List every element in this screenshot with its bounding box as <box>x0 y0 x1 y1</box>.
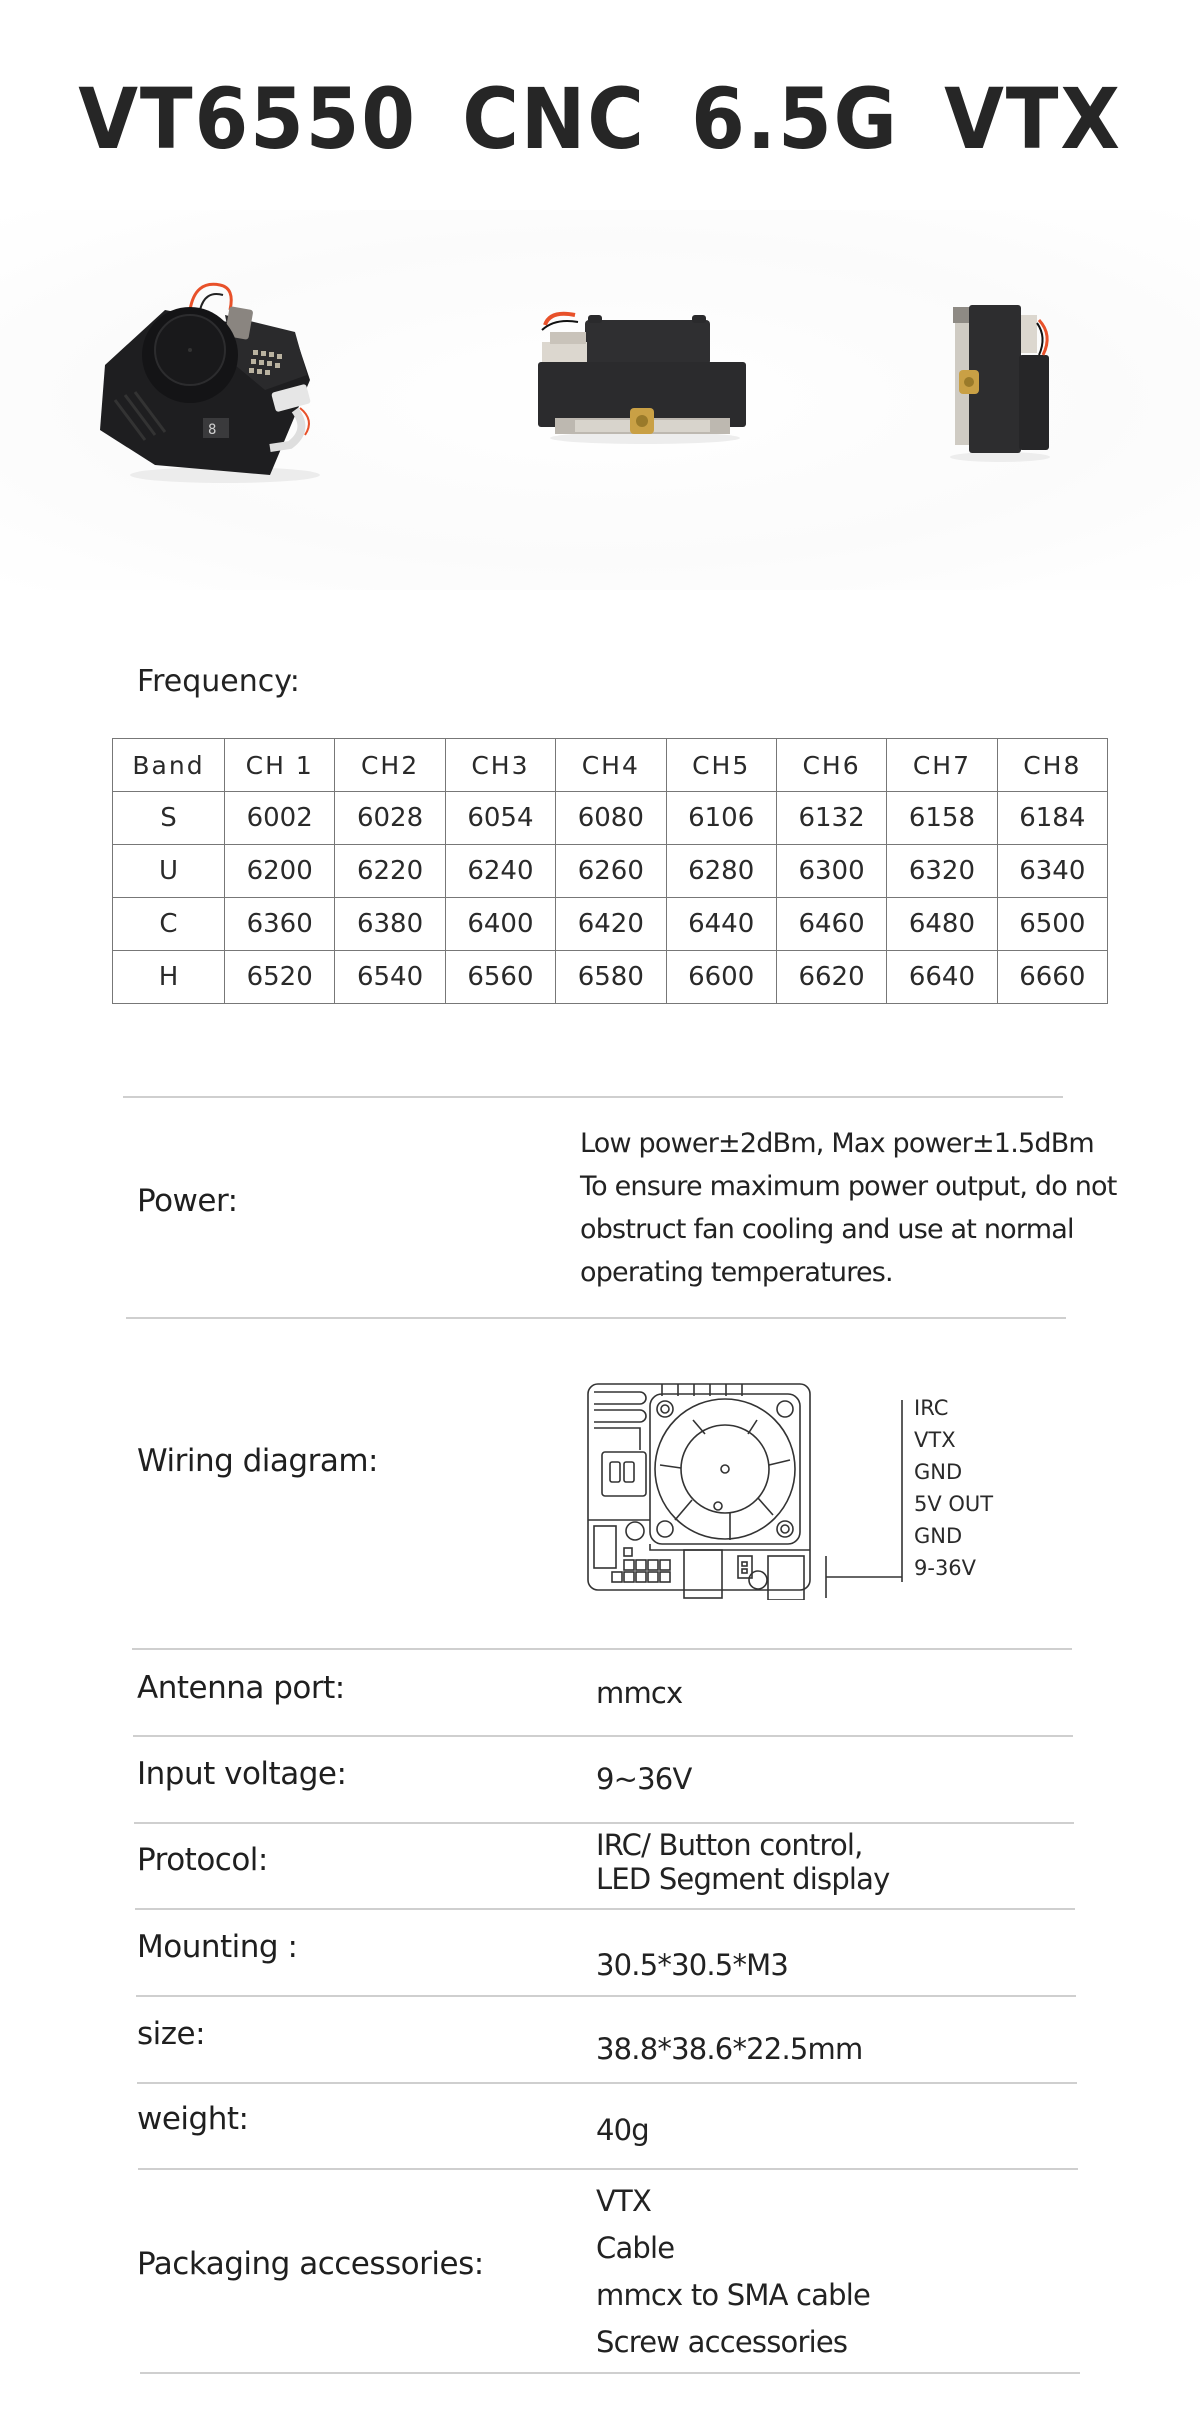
packaging-accessories-list <box>596 2178 870 2366</box>
divider <box>134 1822 1074 1824</box>
freq-cell: 6002 <box>225 792 335 845</box>
antenna-port-label: Antenna port: <box>137 1670 345 1706</box>
divider <box>136 1995 1076 1997</box>
wiring-diagram-figure <box>580 1370 910 1604</box>
freq-cell: 6106 <box>666 792 776 845</box>
pin-label-irc: IRC <box>914 1396 949 1420</box>
freq-cell: 6520 <box>225 951 335 1004</box>
divider <box>135 1908 1075 1910</box>
divider <box>132 1648 1072 1650</box>
freq-cell: 6400 <box>445 898 555 951</box>
wiring-diagram-label: Wiring diagram: <box>137 1443 378 1479</box>
packaging-accessories-label: Packaging accessories: <box>137 2246 484 2282</box>
freq-cell: 6380 <box>335 898 445 951</box>
frequency-table <box>112 738 1108 1004</box>
column-header-ch7: CH7 <box>887 739 997 792</box>
freq-cell: 6460 <box>776 898 886 951</box>
size-label: size: <box>137 2016 206 2052</box>
pin-label-vtx: VTX <box>914 1428 956 1452</box>
wiring-pin-labels <box>914 1392 993 1584</box>
pin-label-gnd-2: GND <box>914 1524 963 1548</box>
freq-cell: 6600 <box>666 951 776 1004</box>
freq-cell: 6580 <box>556 951 666 1004</box>
pin-label-5v-out: 5V OUT <box>914 1492 994 1516</box>
freq-cell: 6560 <box>445 951 555 1004</box>
mounting-value: 30.5*30.5*M3 <box>596 1948 789 1982</box>
freq-cell: 6240 <box>445 845 555 898</box>
column-header-ch4: CH4 <box>556 739 666 792</box>
freq-cell: 6320 <box>887 845 997 898</box>
power-value <box>580 1122 1117 1294</box>
input-voltage-label: Input voltage: <box>137 1756 347 1792</box>
freq-cell: 6054 <box>445 792 555 845</box>
freq-cell: 6080 <box>556 792 666 845</box>
weight-value: 40g <box>596 2113 649 2147</box>
product-photo-top-angled <box>95 270 345 490</box>
freq-cell: 6500 <box>997 898 1107 951</box>
divider <box>123 1096 1063 1098</box>
freq-cell: 6300 <box>776 845 886 898</box>
freq-cell: 6360 <box>225 898 335 951</box>
product-photo-strip <box>0 210 1200 590</box>
product-photo-right-side <box>935 295 1065 465</box>
freq-cell: 6480 <box>887 898 997 951</box>
band-cell: H <box>113 951 225 1004</box>
table-row-band-c <box>113 898 1108 951</box>
band-cell: C <box>113 898 225 951</box>
freq-cell: 6280 <box>666 845 776 898</box>
page-title: VT6550 CNC 6.5G VTX <box>78 70 1122 168</box>
power-line: operating temperatures. <box>580 1257 893 1288</box>
column-header-ch1: CH 1 <box>225 739 335 792</box>
freq-cell: 6184 <box>997 792 1107 845</box>
protocol-label: Protocol: <box>137 1842 268 1878</box>
column-header-ch5: CH5 <box>666 739 776 792</box>
divider <box>138 2168 1078 2170</box>
power-line: Low power±2dBm, Max power±1.5dBm <box>580 1128 1094 1159</box>
svg-text:8: 8 <box>208 422 217 438</box>
divider <box>140 2372 1080 2374</box>
pin-label-gnd: GND <box>914 1460 963 1484</box>
accessory-item: Cable <box>596 2231 675 2265</box>
accessory-item: VTX <box>596 2184 652 2218</box>
band-cell: U <box>113 845 225 898</box>
protocol-line: IRC/ Button control, <box>596 1828 863 1862</box>
frequency-label: Frequency: <box>137 664 300 699</box>
mounting-label: Mounting : <box>137 1929 298 1965</box>
freq-cell: 6340 <box>997 845 1107 898</box>
freq-cell: 6158 <box>887 792 997 845</box>
antenna-port-value: mmcx <box>596 1676 683 1710</box>
power-line: To ensure maximum power output, do not <box>580 1171 1117 1202</box>
power-line: obstruct fan cooling and use at normal <box>580 1214 1074 1245</box>
freq-cell: 6260 <box>556 845 666 898</box>
table-row-band-h <box>113 951 1108 1004</box>
table-row-band-s <box>113 792 1108 845</box>
freq-cell: 6420 <box>556 898 666 951</box>
freq-cell: 6028 <box>335 792 445 845</box>
column-header-ch8: CH8 <box>997 739 1107 792</box>
freq-cell: 6200 <box>225 845 335 898</box>
table-row-band-u <box>113 845 1108 898</box>
divider <box>133 1735 1073 1737</box>
column-header-ch6: CH6 <box>776 739 886 792</box>
freq-cell: 6540 <box>335 951 445 1004</box>
product-photo-front-side <box>520 290 760 450</box>
input-voltage-value: 9~36V <box>596 1762 692 1796</box>
weight-label: weight: <box>137 2101 249 2137</box>
freq-cell: 6440 <box>666 898 776 951</box>
protocol-line: LED Segment display <box>596 1862 890 1896</box>
column-header-ch2: CH2 <box>335 739 445 792</box>
divider <box>137 2082 1077 2084</box>
protocol-value <box>596 1828 890 1896</box>
freq-cell: 6620 <box>776 951 886 1004</box>
accessory-item: mmcx to SMA cable <box>596 2278 871 2312</box>
freq-cell: 6640 <box>887 951 997 1004</box>
column-header-ch3: CH3 <box>445 739 555 792</box>
power-label: Power: <box>137 1183 238 1219</box>
divider <box>126 1317 1066 1319</box>
pin-label-9-36v: 9-36V <box>914 1556 977 1580</box>
size-value: 38.8*38.6*22.5mm <box>596 2032 863 2066</box>
freq-cell: 6660 <box>997 951 1107 1004</box>
column-header-band: Band <box>113 739 225 792</box>
freq-cell: 6132 <box>776 792 886 845</box>
band-cell: S <box>113 792 225 845</box>
accessory-item: Screw accessories <box>596 2325 848 2359</box>
freq-cell: 6220 <box>335 845 445 898</box>
table-header-row <box>113 739 1108 792</box>
